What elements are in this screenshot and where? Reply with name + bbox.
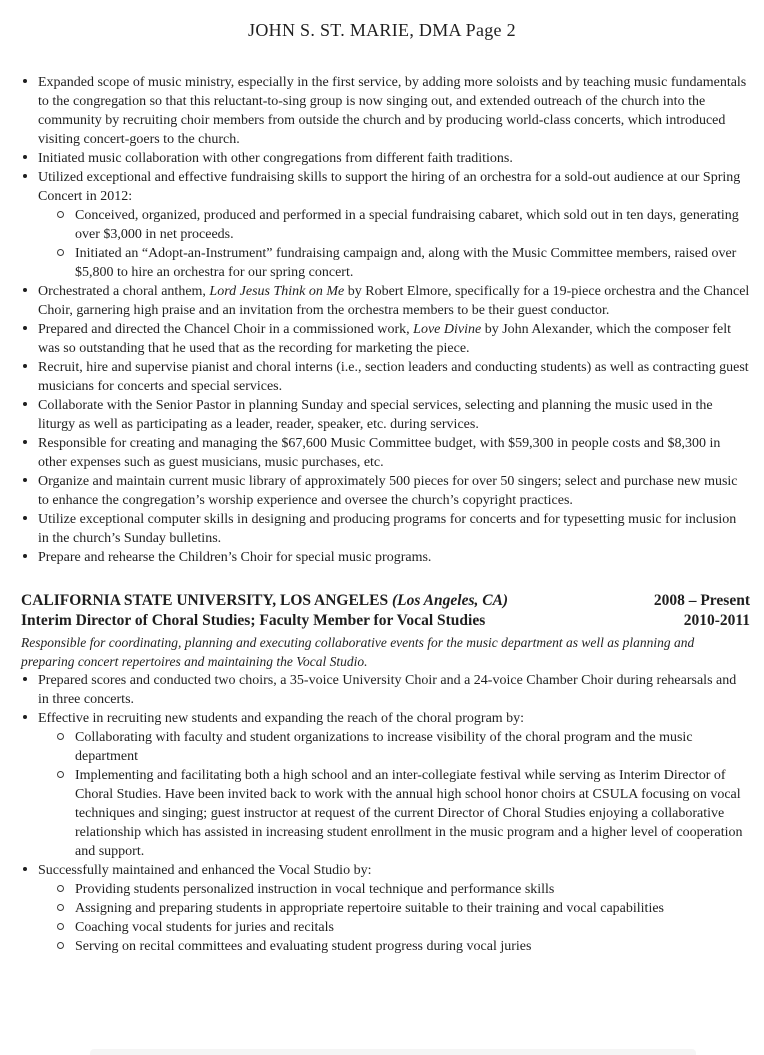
- bullet-text: Successfully maintained and enhanced the Vocal Studio by:: [38, 863, 372, 878]
- bullet-text: Collaborate with the Senior Pastor in planning Sunday and special services, selecting and planning the music used in the liturgy as well as participating as a leader, reader, speaker, etc. during services.: [38, 398, 713, 432]
- sub-bullet-item: [75, 766, 750, 861]
- sub-bullet-item: [75, 880, 750, 899]
- sub-bullet-text: Serving on recital committees and evaluating student progress during vocal juries: [75, 939, 532, 954]
- circle-bullet-icon: [57, 942, 64, 949]
- bullet-item: [38, 149, 750, 168]
- bullet-icon: [23, 516, 27, 520]
- sub-bullet-text: Assigning and preparing students in appropriate repertoire suitable to their training and vocal capabilities: [75, 901, 664, 916]
- bullet-icon: [23, 364, 27, 368]
- bullet-item: [38, 548, 750, 567]
- bullet-item: [38, 320, 750, 358]
- bullet-text: Prepare and rehearse the Children’s Choir for special music programs.: [38, 550, 432, 565]
- bullet-item: [38, 671, 750, 709]
- bullet-icon: [23, 326, 27, 330]
- bullet-text: Recruit, hire and supervise pianist and choral interns (i.e., section leaders and conducting students) as well as contracting guest musicians for concerts and special services.: [38, 360, 749, 394]
- bullet-icon: [23, 554, 27, 558]
- work-title: Lord Jesus Think on Me: [209, 284, 345, 299]
- sub-bullet-text: Implementing and facilitating both a high school and an inter-collegiate festival while serving as Interim Director of Choral Studies. Have been invited back to work with the annual high school honor choirs at CSULA focusing on vocal techniques and singing; guest instructor at request of the current Director of Choral Studies enjoying a collaborative relationship which has assisted in increasing student enrollment in the music program and a higher level of cooperation and support.: [75, 768, 743, 859]
- bullet-text: Prepared and directed the Chancel Choir in a commissioned work,: [38, 322, 414, 337]
- circle-bullet-icon: [57, 923, 64, 930]
- bullet-text: Utilize exceptional computer skills in designing and producing programs for concerts and for typesetting music for inclusion in the church’s Sunday bulletins.: [38, 512, 737, 546]
- sub-bullet-list: [38, 206, 750, 282]
- bullet-icon: [23, 677, 27, 681]
- bullet-item: [38, 73, 750, 149]
- bullet-text: Utilized exceptional and effective fundraising skills to support the hiring of an orchestra for a sold-out audience at our Spring Concert in 2012:: [38, 170, 741, 204]
- sub-bullet-text: Initiated an “Adopt-an-Instrument” fundraising campaign and, along with the Music Committee members, raised over $5,800 to hire an orchestra for our spring concert.: [75, 246, 737, 280]
- bullet-item: [38, 282, 750, 320]
- bullet-text: Initiated music collaboration with other congregations from different faith traditions.: [38, 151, 513, 166]
- bullet-text: by John Alexander, which the composer felt was so outstanding that he used that as the recording for marketing the piece.: [38, 322, 732, 356]
- sub-bullet-item: [75, 918, 750, 937]
- sub-bullet-item: [75, 937, 750, 956]
- employer-location: (Los Angeles, CA): [391, 592, 509, 609]
- role-dates: 2010-2011: [683, 612, 750, 629]
- sub-bullet-list: [38, 880, 750, 956]
- bullet-icon: [23, 478, 27, 482]
- sub-bullet-text: Coaching vocal students for juries and recitals: [75, 920, 334, 935]
- circle-bullet-icon: [57, 249, 64, 256]
- sub-bullet-text: Conceived, organized, produced and performed in a special fundraising cabaret, which sold out in ten days, generating over $3,000 in net proceeds.: [75, 208, 739, 242]
- sub-bullet-item: [75, 728, 750, 766]
- bullet-item: [38, 472, 750, 510]
- circle-bullet-icon: [57, 885, 64, 892]
- accomplishments-list: [21, 73, 750, 567]
- bullet-item: [38, 510, 750, 548]
- role-heading-row: [21, 611, 750, 631]
- bullet-icon: [23, 715, 27, 719]
- employer-section: [21, 591, 750, 671]
- bullet-text: Orchestrated a choral anthem,: [38, 284, 210, 299]
- page-title: JOHN S. ST. MARIE, DMA Page 2: [248, 20, 516, 40]
- university-accomplishments-list: [21, 671, 750, 956]
- bullet-item: [38, 434, 750, 472]
- circle-bullet-icon: [57, 771, 64, 778]
- bullet-item: [38, 709, 750, 861]
- bullet-text: Prepared scores and conducted two choirs, a 35-voice University Choir and a 24-voice Chamber Choir during rehearsals and in three concerts.: [38, 673, 737, 707]
- bullet-icon: [23, 867, 27, 871]
- bullet-item: [38, 358, 750, 396]
- bullet-icon: [23, 402, 27, 406]
- employer-name: CALIFORNIA STATE UNIVERSITY, LOS ANGELES: [21, 592, 392, 609]
- sub-bullet-item: [75, 206, 750, 244]
- sub-bullet-text: Providing students personalized instruction in vocal technique and performance skills: [75, 882, 555, 897]
- work-title: Love Divine: [413, 322, 482, 337]
- bullet-text: Organize and maintain current music library of approximately 500 pieces for over 50 singers; select and purchase new music to enhance the congregation’s worship experience and oversee the church’s copyright practices.: [38, 474, 738, 508]
- bullet-icon: [23, 79, 27, 83]
- bullet-text: Expanded scope of music ministry, especially in the first service, by adding more soloists and by teaching music fundamentals to the congregation so that this reluctant-to-sing group is now singing out, and extended outreach of the church into the community by recruiting choir members from outside the church and by producing world-class concerts, which introduced visiting concert-goers to the church.: [38, 75, 747, 147]
- bullet-text: Responsible for creating and managing the $67,600 Music Committee budget, with $59,300 in people costs and $8,300 in other expenses such as guest musicians, music purchases, etc.: [38, 436, 721, 470]
- sub-bullet-item: [75, 244, 750, 282]
- circle-bullet-icon: [57, 904, 64, 911]
- bullet-text: Effective in recruiting new students and expanding the reach of the choral program by:: [38, 711, 525, 726]
- document-content: [0, 73, 764, 956]
- circle-bullet-icon: [57, 733, 64, 740]
- role-summary: Responsible for coordinating, planning and executing collaborative events for the music department as well as planning and preparing concert repertoires and maintaining the Vocal Studio.: [21, 635, 695, 669]
- role-title: Interim Director of Choral Studies; Faculty Member for Vocal Studies: [21, 612, 486, 629]
- bullet-icon: [23, 440, 27, 444]
- bullet-item: [38, 396, 750, 434]
- bullet-icon: [23, 288, 27, 292]
- employer-name-line: [21, 591, 508, 611]
- sub-bullet-item: [75, 899, 750, 918]
- bullet-item: [38, 168, 750, 282]
- employer-dates: 2008 – Present: [653, 592, 750, 609]
- circle-bullet-icon: [57, 211, 64, 218]
- page-edge-shadow: [90, 1049, 696, 1055]
- bullet-icon: [23, 155, 27, 159]
- employer-heading-row: [21, 591, 750, 611]
- bullet-icon: [23, 174, 27, 178]
- sub-bullet-list: [38, 728, 750, 861]
- bullet-text: by Robert Elmore, specifically for a 19-piece orchestra and the Chancel Choir, garnering high praise and an invitation from the orchestra members to be their guest conductor.: [38, 284, 750, 318]
- sub-bullet-text: Collaborating with faculty and student organizations to increase visibility of the choral program and the music department: [75, 730, 693, 764]
- bullet-item: [38, 861, 750, 956]
